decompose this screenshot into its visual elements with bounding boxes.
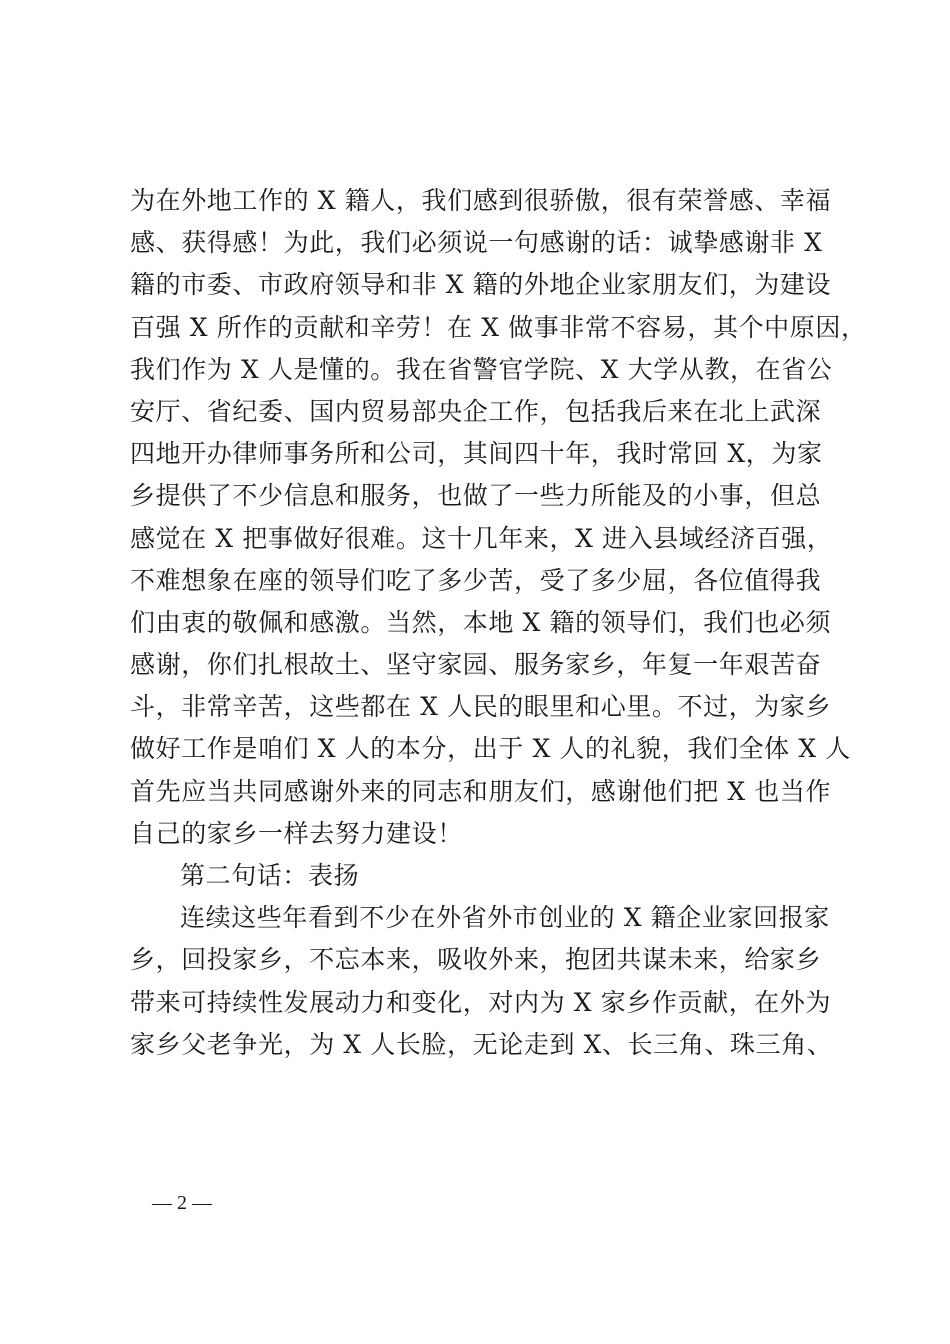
text-line: 感、获得感！为此，我们必须说一句感谢的话：诚挚感谢非 X <box>130 228 823 258</box>
section-heading: 第二句话：表扬 <box>180 861 360 890</box>
text-line: 百强 X 所作的贡献和辛劳！在 X 做事非常不容易，其个中原因， <box>130 312 867 342</box>
text-line: 斗，非常辛苦，这些都在 X 人民的眼里和心里。不过，为家乡 <box>130 692 832 722</box>
text-line: 家乡父老争光，为 X 人长脸，无论走到 X、长三角、珠三角、 <box>130 1029 833 1059</box>
text-line: 自己的家乡一样去努力建设！ <box>130 818 463 848</box>
text-line: 不难想象在座的领导们吃了多少苦，受了多少屈，各位值得我 <box>130 565 822 595</box>
text-line: 四地开办律师事务所和公司，其间四十年，我时常回 X，为家 <box>130 439 823 469</box>
page-number: — 2 — <box>152 1192 212 1214</box>
body-text <box>130 180 867 1066</box>
text-line: 感谢，你们扎根故土、坚守家园、服务家乡，年复一年艰苦奋 <box>130 650 822 680</box>
text-line: 做好工作是咱们 X 人的本分，出于 X 人的礼貌，我们全体 X 人 <box>130 734 851 764</box>
text-line: 们由衷的敬佩和感激。当然，本地 X 籍的领导们，我们也必须 <box>130 607 832 637</box>
text-line: 连续这些年看到不少在外省外市创业的 X 籍企业家回报家 <box>180 903 830 933</box>
text-line: 为在外地工作的 X 籍人，我们感到很骄傲，很有荣誉感、幸福 <box>130 186 832 215</box>
text-line: 带来可持续性发展动力和变化，对内为 X 家乡作贡献，在外为 <box>130 987 832 1017</box>
text-line: 安厅、省纪委、国内贸易部央企工作，包括我后来在北上武深 <box>130 396 822 426</box>
text-line: 乡，回投家乡，不忘本来，吸收外来，抱团共谋未来，给家乡 <box>130 945 822 975</box>
text-line: 乡提供了不少信息和服务，也做了一些力所能及的小事，但总 <box>130 481 822 511</box>
text-line: 首先应当共同感谢外来的同志和朋友们，感谢他们把 X 也当作 <box>130 776 832 806</box>
text-line: 籍的市委、市政府领导和非 X 籍的外地企业家朋友们，为建设 <box>130 270 832 300</box>
text-line: 感觉在 X 把事做好很难。这十几年来，X 进入县域经济百强， <box>130 523 833 553</box>
text-line: 我们作为 X 人是懂的。我在省警官学院、X 大学从教，在省公 <box>130 354 833 384</box>
